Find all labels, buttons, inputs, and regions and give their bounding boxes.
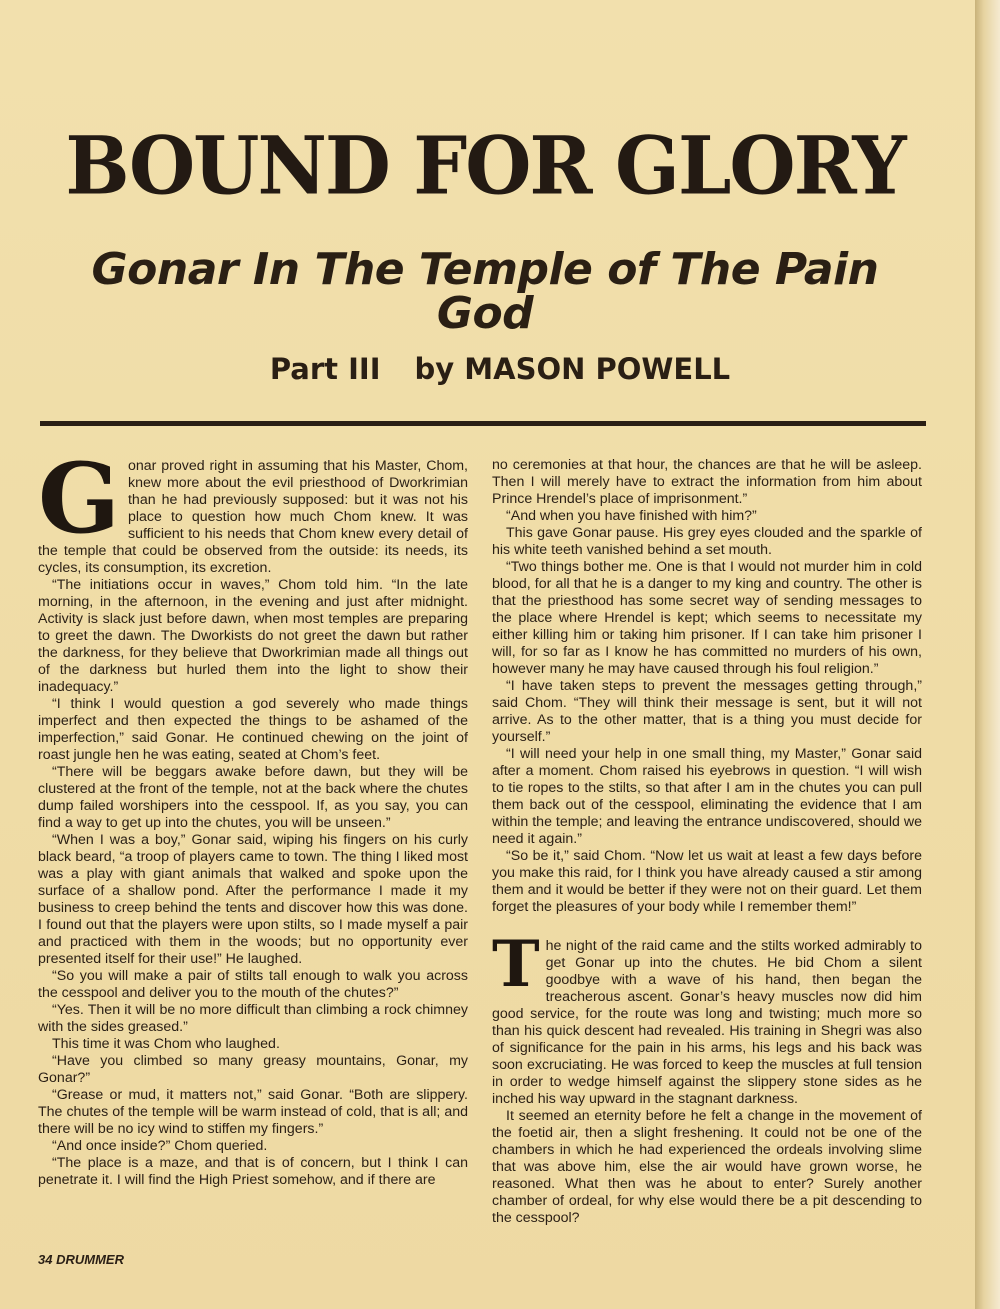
paragraph: The night of the raid came and the stilts worked admirably to get Gonar up into the chutes. He bid Chom a silent goodbye with a wave of his hand, then began the treacherous ascent. Gonar’s heavy muscles now did him good service, for the route was long and twisting; much more so than his quick descent had revealed. His training in Shegri was also of significance for the pain in his arms, his legs and his back was soon excruciating. He was forced to keep the muscles at full tension in order to wedge himself against the slippery stone sides as he inched his way upward in the stagnant darkness. — [492, 927, 922, 1107]
paragraph: “I think I would question a god severely who made things imperfect and then expected the things to be ashamed of the imperfection,” said Gonar. He continued chewing on the joint of roast jungle hen he was eating, seated at Chom’s feet. — [38, 696, 468, 763]
author-label: by MASON POWELL — [414, 352, 731, 386]
paragraph: Gonar proved right in assuming that his Master, Chom, knew more about the evil priesthood of Dworkrimian than he had previously supposed: but it was not his place to question how much Chom knew. It was sufficient to his needs that Chom knew every detail of the temple that could be observed from the outside: its needs, its cycles, its consumption, its excretion. — [38, 442, 468, 576]
paragraph: “And once inside?” Chom queried. — [52, 1138, 268, 1154]
paragraph: “Yes. Then it will be no more difficult than climbing a rock chimney with the sides greased.” — [38, 1002, 468, 1035]
paragraph: “I have taken steps to prevent the messages getting through,” said Chom. “They will think their message is sent, but it will not arrive. As to the other matter, that is a thing you must decide for yourself.” — [492, 678, 922, 745]
paragraph: no ceremonies at that hour, the chances are that he will be asleep. Then I will merely have to extract the information from him about Prince Hrendel’s place of imprisonment.” — [492, 457, 922, 507]
paragraph: This gave Gonar pause. His grey eyes clouded and the sparkle of his white teeth vanished behind a set mouth. — [492, 525, 922, 558]
drop-cap: G — [38, 442, 120, 555]
paragraph: “So you will make a pair of stilts tall enough to walk you across the cesspool and deliver you to the mouth of the chutes?” — [38, 968, 468, 1001]
drop-cap: T — [492, 927, 540, 1002]
paragraph: “Have you climbed so many greasy mountains, Gonar, my Gonar?” — [38, 1053, 468, 1086]
article-title: BOUND FOR GLORY — [65, 118, 905, 213]
paragraph: “The place is a maze, and that is of concern, but I think I can penetrate it. I will find the High Priest somehow, and if there are — [38, 1155, 468, 1188]
byline — [40, 352, 960, 386]
right-column — [492, 457, 922, 1227]
page-footer: 34 DRUMMER — [38, 1252, 124, 1267]
binding-edge — [975, 0, 1000, 1309]
article-subtitle: Gonar In The Temple of The Pain God — [91, 244, 879, 339]
paragraph: “Two things bother me. One is that I would not murder him in cold blood, for all that he is a danger to my king and country. The other is that the priesthood has some secret way of sending messages to the place where Hrendel is kept; which seems to necessitate my either killing him or taking him prisoner. If I can take him prisoner I will, for so far as I know he has committed no murders of his own, however many he may have caused through his foul religion.” — [492, 559, 922, 677]
paragraph: “So be it,” said Chom. “Now let us wait at least a few days before you make this raid, for I think you have already caused a stir among them and it would be better if they were not on their guard. Let them forget the pleasures of your body while I remember them!” — [492, 848, 922, 915]
paragraph: “There will be beggars awake before dawn, but they will be clustered at the front of the temple, not at the back where the chutes dump failed worshipers into the cesspool. If, as you say, you can find a way to get up into the chutes, you will be unseen.” — [38, 764, 468, 831]
left-column — [38, 442, 468, 1189]
title-divider — [40, 421, 926, 426]
paragraph: “And when you have finished with him?” — [506, 508, 757, 524]
paragraph: “I will need your help in one small thing, my Master,” Gonar said after a moment. Chom raised his eyebrows in question. “I will wish to tie ropes to the stilts, so that after I am in the chutes you can pull them back out of the cesspool, eliminating the evidence that I am within the temple; and leaving the entrance undiscovered, should we need it again.” — [492, 746, 922, 847]
paragraph: It seemed an eternity before he felt a change in the movement of the foetid air, then a slight freshening. It could not be one of the chambers in which he had experienced the ordeals involving slime that was above him, else the air would have grown worse, he reasoned. What then was he about to enter? Surely another chamber of ordeal, for why else would there be a pit descending to the cesspool? — [492, 1108, 922, 1226]
paragraph: “When I was a boy,” Gonar said, wiping his fingers on his curly black beard, “a troop of players came to town. The thing I liked most was a play with giant animals that walked and spoke upon the surface of a shallow pond. After the performance I made it my business to creep behind the tents and discover how this was done. I found out that the players were upon stilts, so I made myself a pair and practiced with them in the woods; but no opportunity ever presented itself for their use!” He laughed. — [38, 832, 468, 967]
part-label: Part III — [269, 352, 381, 386]
paragraph: “Grease or mud, it matters not,” said Gonar. “Both are slippery. The chutes of the temple will be warm instead of cold, that is all; and there will be no icy wind to stiffen my fingers.” — [38, 1087, 468, 1137]
paragraph: “The initiations occur in waves,” Chom told him. “In the late morning, in the afternoon, in the evening and just after midnight. Activity is slack just before dawn, when most temples are preparing to greet the dawn. The Dworkists do not greet the dawn but rather the darkness, for they believe that Dworkrimian made all things out of the darkness but hurled them into the light to show their inadequacy.” — [38, 577, 468, 695]
paragraph: This time it was Chom who laughed. — [52, 1036, 280, 1052]
